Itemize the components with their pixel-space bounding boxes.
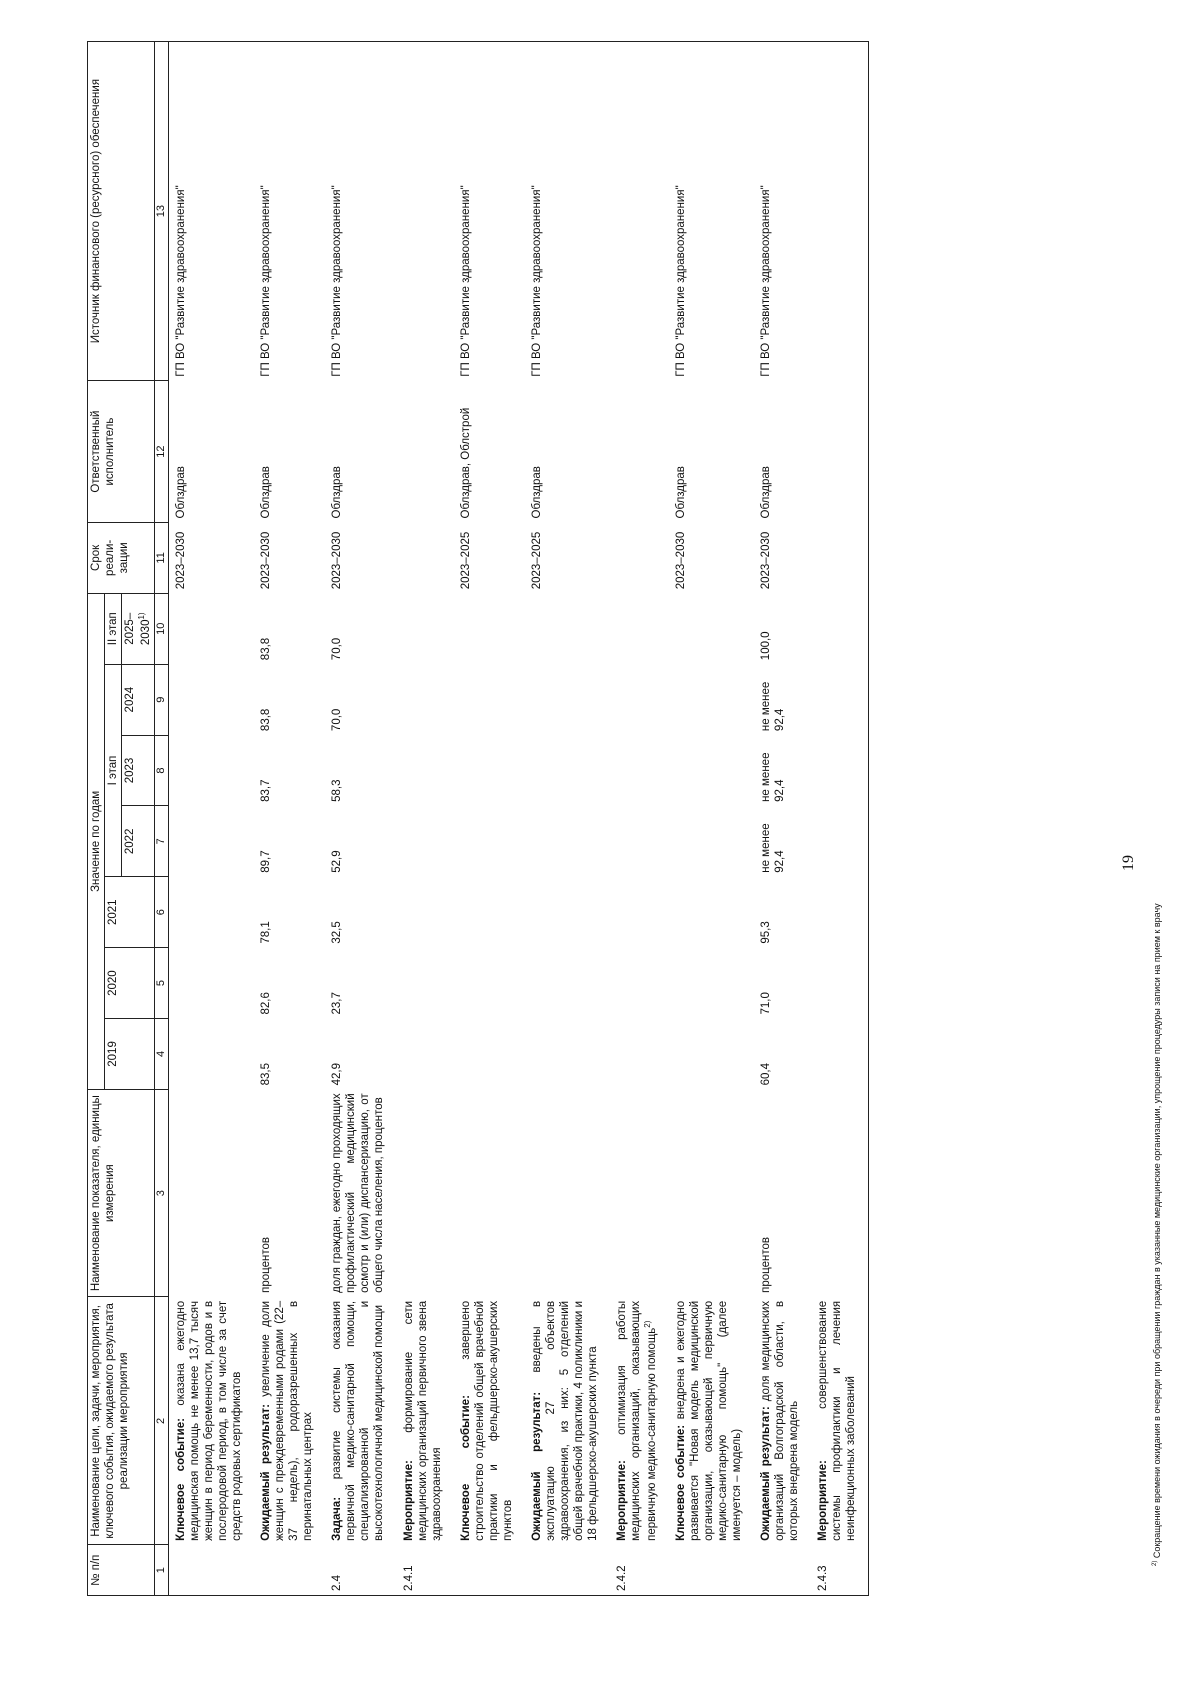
- value-2025-2030: [610, 593, 669, 664]
- column-number: 2: [154, 1297, 168, 1545]
- header-term: Срок реали-зации: [88, 522, 155, 593]
- value-2024: [454, 664, 525, 735]
- row-number: [169, 1545, 255, 1596]
- value-2025-2030: [669, 593, 754, 664]
- indicator-cell: [454, 1089, 525, 1297]
- row-number: 2.4.1: [397, 1545, 454, 1596]
- item-description: увеличение доли женщин с преждевременными родами (22–37 недель), родоразрешенных в перинатальных центрах: [260, 1300, 315, 1541]
- source-cell: ГП ВО "Развитие здравоохранения": [754, 42, 811, 381]
- row-number: [525, 1545, 610, 1596]
- value-2020: 71,0: [759, 992, 772, 1015]
- value-2025-2030: 100,0: [759, 631, 772, 661]
- responsible-cell: [811, 381, 869, 523]
- indicator-cell: процентов: [759, 1237, 772, 1293]
- value-2021: [525, 877, 610, 948]
- column-number: 6: [154, 877, 168, 948]
- source-cell: ГП ВО "Развитие здравоохранения": [169, 42, 255, 381]
- indicator-cell: процентов: [260, 1237, 273, 1293]
- value-2020: [169, 948, 255, 1019]
- column-number: 8: [154, 735, 168, 806]
- value-2021: [397, 877, 454, 948]
- name-cell: [754, 1297, 811, 1545]
- value-2024: [669, 664, 754, 735]
- indicator-cell: [169, 1089, 255, 1297]
- column-number: 13: [154, 42, 168, 381]
- column-numbers-row: [154, 42, 168, 1596]
- value-2021: 78,1: [260, 921, 273, 944]
- value-2023: 83,7: [260, 779, 273, 802]
- value-2025-2030: [525, 593, 610, 664]
- value-2020: [525, 948, 610, 1019]
- value-2024: [397, 664, 454, 735]
- value-2020: [454, 948, 525, 1019]
- item-description: совершенствование системы профилактики и лечения неинфекционных заболеваний: [816, 1300, 857, 1541]
- value-2021: 95,3: [759, 921, 772, 944]
- name-cell: [610, 1297, 669, 1545]
- column-number: 10: [154, 593, 168, 664]
- value-2020: 23,7: [331, 992, 344, 1015]
- item-description: формирование сети медицинских организаций первичного звена здравоохранения: [402, 1300, 443, 1541]
- column-number: 9: [154, 664, 168, 735]
- responsible-cell: Облздрав: [175, 466, 188, 519]
- table-row: [610, 42, 669, 1596]
- header-2023: 2023: [122, 735, 155, 806]
- name-cell: [254, 1297, 325, 1545]
- header-2024: 2024: [122, 664, 155, 735]
- responsible-cell: Облздрав, Облстрой: [459, 407, 472, 519]
- indicator-cell: доля граждан, ежегодно проходящих профилактический медицинский осмотр и (или) диспансеризацию, от общего числа населения, процентов: [331, 1093, 386, 1293]
- table-row: [454, 42, 525, 1596]
- value-2019: [811, 1019, 869, 1090]
- indicator-cell: [397, 1089, 454, 1297]
- column-number: 5: [154, 948, 168, 1019]
- column-number: 3: [154, 1089, 168, 1297]
- value-2022: [811, 806, 869, 877]
- name-cell: [525, 1297, 610, 1545]
- value-2022: 89,7: [260, 850, 273, 873]
- header-2019: 2019: [105, 1019, 155, 1090]
- item-type-label: Мероприятие:: [816, 1460, 829, 1541]
- item-description: введены в эксплуатацию 27 объектов здравоохранения, из них: 5 отделений общей врачебной практики, 4 поликлиники и 18 фельдшерско-акушерских пункта: [530, 1300, 599, 1541]
- value-2024: [811, 664, 869, 735]
- header-2022: 2022: [122, 806, 155, 877]
- row-number: [754, 1545, 811, 1596]
- value-2025-2030: 83,8: [260, 637, 273, 661]
- header-num: № п/п: [88, 1545, 155, 1596]
- source-cell: ГП ВО "Развитие здравоохранения": [454, 42, 525, 381]
- term-cell: [610, 522, 669, 593]
- term-cell: 2023–2025: [459, 531, 472, 590]
- value-2025-2030: [397, 593, 454, 664]
- table-row: [525, 42, 610, 1596]
- source-cell: [811, 42, 869, 381]
- value-2019: 83,5: [260, 1062, 273, 1086]
- term-cell: 2023–2030: [759, 531, 772, 590]
- source-cell: ГП ВО "Развитие здравоохранения": [525, 42, 610, 381]
- column-number: 12: [154, 381, 168, 523]
- source-cell: ГП ВО "Развитие здравоохранения": [254, 42, 325, 381]
- header-responsible: Ответственный исполнитель: [88, 381, 155, 523]
- value-2021: 32,5: [331, 921, 344, 944]
- value-2022: [525, 806, 610, 877]
- value-2019: [669, 1019, 754, 1090]
- value-2020: 82,6: [260, 992, 273, 1015]
- table-row: [811, 42, 869, 1596]
- value-2025-2030: [454, 593, 525, 664]
- table-row: [254, 42, 325, 1596]
- item-type-label: Мероприятие:: [615, 1460, 628, 1541]
- responsible-cell: [397, 381, 454, 523]
- responsible-cell: Облздрав: [331, 466, 344, 519]
- responsible-cell: Облздрав: [260, 466, 273, 519]
- page-number: 19: [1120, 855, 1137, 871]
- item-type-label: Мероприятие:: [402, 1460, 415, 1541]
- header-source: Источник финансового (ресурсного) обеспечения: [88, 42, 155, 381]
- term-cell: [811, 522, 869, 593]
- value-2023: [397, 735, 454, 806]
- row-number: 2.4: [325, 1545, 396, 1596]
- column-number: 11: [154, 522, 168, 593]
- value-2020: [397, 948, 454, 1019]
- value-2024: [610, 664, 669, 735]
- term-cell: 2023–2030: [175, 531, 188, 590]
- item-type-label: Задача:: [331, 1496, 344, 1541]
- value-2020: [669, 948, 754, 1019]
- value-2023: [525, 735, 610, 806]
- responsible-cell: [610, 381, 669, 523]
- item-type-label: Ожидаемый результат:: [759, 1406, 772, 1541]
- header-indicator: Наименование показателя, единицы измерения: [88, 1089, 155, 1297]
- name-cell: [397, 1297, 454, 1545]
- indicator-cell: [610, 1089, 669, 1297]
- item-description: оказана ежегодно медицинская помощь не менее 13,7 тысяч женщин в период беременности, родов и в послеродовой период, в том числе за счет средств родовых сертификатов: [175, 1300, 244, 1541]
- header-2025-2030: 2025–2030$^{1)}$: [122, 593, 155, 664]
- value-2019: [610, 1019, 669, 1090]
- header-stage-1: I этап: [105, 664, 122, 877]
- value-2023: не менее 92,4: [759, 752, 786, 802]
- row-number: 2.4.3: [811, 1545, 869, 1596]
- item-description: внедрена и ежегодно развивается "Новая модель медицинской организации, оказывающей первичную медико-санитарную помощь" (далее именуется – модель): [674, 1300, 743, 1541]
- term-cell: 2023–2030: [260, 531, 273, 590]
- indicator-cell: [811, 1089, 869, 1297]
- value-2022: 52,9: [331, 850, 344, 873]
- value-2023: [454, 735, 525, 806]
- footnote: $^{2)}$ Сокращение времени ожидания в очереди при обращении граждан в указанные медицинские организации, упрощение процедуры записи на прием к врачу: [1152, 903, 1162, 1566]
- value-2025-2030: [169, 593, 255, 664]
- measures-table: [87, 41, 869, 1596]
- table-row: [754, 42, 811, 1596]
- name-cell: [454, 1297, 525, 1545]
- item-description: оптимизация работы медицинских организаций, оказывающих первичную медико-санитарную помощь: [615, 1300, 658, 1541]
- value-2023: [169, 735, 255, 806]
- item-type-label: Ожидаемый результат:: [530, 1391, 543, 1541]
- value-2022: не менее 92,4: [759, 823, 786, 873]
- footnote-ref: 2): [642, 1320, 652, 1328]
- value-2020: [610, 948, 669, 1019]
- value-2024: не менее 92,4: [759, 681, 786, 732]
- indicator-cell: [525, 1089, 610, 1297]
- table-row: [325, 42, 396, 1596]
- column-number: 7: [154, 806, 168, 877]
- header-values: Значение по годам: [88, 593, 105, 1089]
- responsible-cell: Облздрав: [530, 466, 543, 519]
- table-row: [669, 42, 754, 1596]
- value-2019: [397, 1019, 454, 1090]
- value-2024: 70,0: [331, 708, 344, 732]
- table-row: [169, 42, 255, 1596]
- value-2023: [811, 735, 869, 806]
- value-2021: [169, 877, 255, 948]
- source-cell: ГП ВО "Развитие здравоохранения": [325, 42, 396, 381]
- item-type-label: Ключевое событие:: [459, 1395, 472, 1541]
- value-2021: [454, 877, 525, 948]
- value-2025-2030: 70,0: [331, 637, 344, 661]
- item-description: завершено строительство отделений общей врачебной практики и фельдшерско-акушерских пунктов: [459, 1300, 514, 1541]
- value-2024: 83,8: [260, 708, 273, 732]
- header-name: Наименование цели, задачи, мероприятия, ключевого события, ожидаемого результата реализации мероприятия: [88, 1297, 155, 1545]
- responsible-cell: Облздрав: [759, 466, 772, 519]
- value-2020: [811, 948, 869, 1019]
- item-description: развитие системы оказания первичной медико-санитарной помощи, специализированной и высокотехнологичной медицинской помощи: [331, 1300, 386, 1541]
- value-2022: [610, 806, 669, 877]
- value-2022: [454, 806, 525, 877]
- table-row: [397, 42, 454, 1596]
- term-cell: 2023–2030: [674, 531, 687, 590]
- value-2019: 42,9: [331, 1062, 344, 1086]
- column-number: 4: [154, 1019, 168, 1090]
- responsible-cell: Облздрав: [674, 466, 687, 519]
- value-2021: [811, 877, 869, 948]
- item-type-label: Ключевое событие:: [674, 1424, 687, 1541]
- value-2023: [669, 735, 754, 806]
- header-2020: 2020: [105, 948, 155, 1019]
- value-2019: [169, 1019, 255, 1090]
- value-2023: 58,3: [331, 779, 344, 802]
- row-number: [669, 1545, 754, 1596]
- header-stage-2: II этап: [105, 593, 122, 664]
- value-2022: [669, 806, 754, 877]
- source-cell: ГП ВО "Развитие здравоохранения": [669, 42, 754, 381]
- value-2025-2030: [811, 593, 869, 664]
- value-2024: [525, 664, 610, 735]
- value-2021: [610, 877, 669, 948]
- row-number: [254, 1545, 325, 1596]
- source-cell: [397, 42, 454, 381]
- indicator-cell: [669, 1089, 754, 1297]
- name-cell: [669, 1297, 754, 1545]
- name-cell: [169, 1297, 255, 1545]
- item-description: доля медицинских организаций Волгоградской области, в которых внедрена модель: [759, 1300, 800, 1541]
- value-2022: [397, 806, 454, 877]
- item-type-label: Ключевое событие:: [175, 1418, 188, 1541]
- row-number: 2.4.2: [610, 1545, 669, 1596]
- value-2019: [454, 1019, 525, 1090]
- source-cell: [610, 42, 669, 381]
- term-cell: 2023–2030: [331, 531, 344, 590]
- term-cell: [397, 522, 454, 593]
- column-number: 1: [154, 1545, 168, 1596]
- header-2021: 2021: [105, 877, 155, 948]
- value-2024: [169, 664, 255, 735]
- value-2023: [610, 735, 669, 806]
- table-body: [169, 42, 868, 1596]
- value-2019: 60,4: [759, 1062, 772, 1086]
- value-2019: [525, 1019, 610, 1090]
- item-type-label: Ожидаемый результат:: [260, 1404, 273, 1541]
- value-2021: [669, 877, 754, 948]
- name-cell: [325, 1297, 396, 1545]
- term-cell: 2023–2025: [530, 531, 543, 590]
- row-number: [454, 1545, 525, 1596]
- value-2022: [169, 806, 255, 877]
- name-cell: [811, 1297, 869, 1545]
